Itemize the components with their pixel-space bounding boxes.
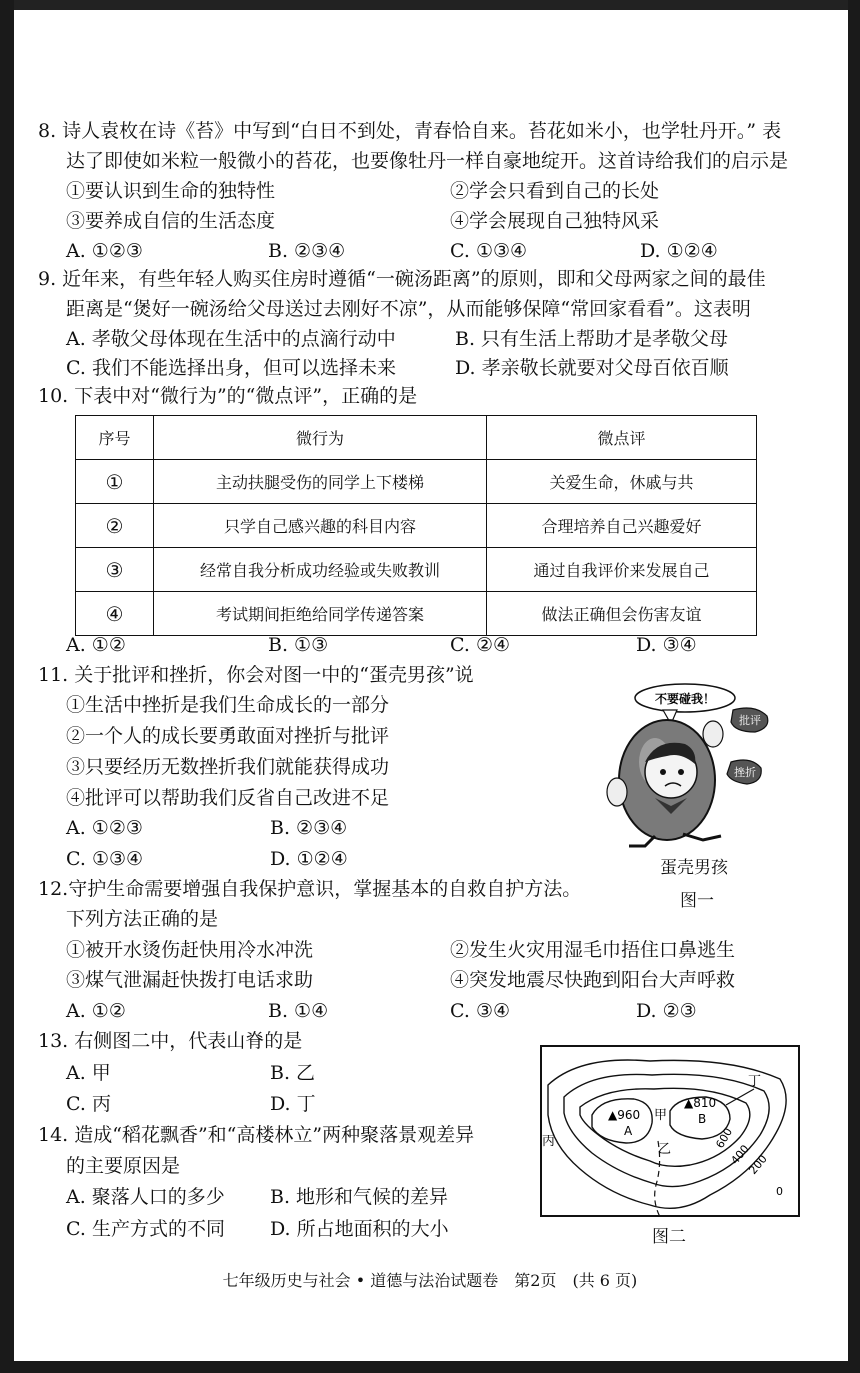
q13-stem: 13. 右侧图二中，代表山脊的是 (38, 1030, 303, 1052)
q10-table (75, 415, 757, 636)
map-label-ding: 丁 (748, 1074, 762, 1089)
table-cell: 通过自我评价来发展自己 (487, 548, 757, 592)
q11-option-c: C. ①③④ (66, 848, 144, 870)
speech-bubble-text: 不要碰我！ (654, 692, 716, 706)
q12-stem-line2: 下列方法正确的是 (66, 908, 219, 930)
q8-statement-4: ④学会展现自己独特风采 (450, 210, 660, 232)
contour-label-400: 400 (728, 1142, 752, 1167)
q12-option-a: A. ①② (66, 1000, 126, 1022)
figure2-label: 图二 (652, 1227, 686, 1247)
q8-statement-2: ②学会只看到自己的长处 (450, 180, 660, 202)
q10-option-b: B. ①③ (268, 634, 329, 656)
q11-option-b: B. ②③④ (270, 817, 348, 839)
contour-map (540, 1045, 800, 1217)
table-cell: 合理培养自己兴趣爱好 (487, 504, 757, 548)
map-label-jia: 甲 (654, 1108, 668, 1123)
q12-option-d: D. ②③ (636, 1000, 697, 1022)
scan-border-top (0, 0, 860, 10)
q8-stem-line2: 达了即使如米粒一般微小的苔花，也要像牡丹一样自豪地绽开。这首诗给我们的启示是 (66, 150, 789, 172)
figure1-title: 蛋壳男孩 (660, 858, 728, 878)
q10-stem: 10. 下表中对“微行为”的“微点评”，正确的是 (38, 385, 418, 407)
map-label-yi: 乙 (658, 1142, 672, 1157)
table-row (76, 548, 757, 592)
q12-statement-3: ③煤气泄漏赶快拨打电话求助 (66, 969, 314, 991)
q14-stem-line1: 14. 造成“稻花飘香”和“高楼林立”两种聚落景观差异 (38, 1124, 475, 1146)
contour-label-0: 0 (776, 1185, 783, 1198)
q8-stem-line1: 8. 诗人袁枚在诗《苔》中写到“白日不到处，青春恰自来。苔花如米小，也学牡丹开。” 表 (38, 120, 782, 142)
table-cell: 主动扶腿受伤的同学上下楼梯 (154, 460, 487, 504)
q11-statement-3: ③只要经历无数挫折我们就能获得成功 (66, 756, 390, 778)
q9-option-c: C. 我们不能选择出身，但可以选择未来 (66, 357, 396, 379)
q11-statement-2: ②一个人的成长要勇敢面对挫折与批评 (66, 725, 390, 747)
table-cell: 关爱生命，休戚与共 (487, 460, 757, 504)
q11-statement-1: ①生活中挫折是我们生命成长的一部分 (66, 694, 390, 716)
table-header-row (76, 416, 757, 460)
peak-a-elevation: ▲960 (608, 1108, 641, 1122)
q10-option-c: C. ②④ (450, 634, 511, 656)
q9-option-b: B. 只有生活上帮助才是孝敬父母 (455, 328, 729, 350)
table-cell: 做法正确但会伤害友谊 (487, 592, 757, 636)
figure1-label: 图一 (680, 891, 714, 911)
eggshell-boy-illustration (585, 680, 785, 850)
q13-option-b: B. 乙 (270, 1062, 316, 1084)
q11-option-d: D. ①②④ (270, 848, 348, 870)
table-row (76, 592, 757, 636)
q10-option-a: A. ①② (66, 634, 126, 656)
table-cell: 考试期间拒绝给同学传递答案 (154, 592, 487, 636)
table-cell: ④ (76, 592, 154, 636)
contour-label-200: 200 (746, 1152, 770, 1177)
q13-option-c: C. 丙 (66, 1093, 111, 1115)
q8-statement-3: ③要养成自信的生活态度 (66, 210, 276, 232)
table-row (76, 504, 757, 548)
q8-statement-1: ①要认识到生命的独特性 (66, 180, 276, 202)
q13-option-d: D. 丁 (270, 1093, 316, 1115)
table-header-cell: 微点评 (487, 416, 757, 460)
q13-option-a: A. 甲 (66, 1062, 111, 1084)
q8-option-c: C. ①③④ (450, 240, 528, 262)
page-footer: 七年级历史与社会 • 道德与法治试题卷 第2页 (共 6 页) (222, 1271, 638, 1290)
q12-option-b: B. ①④ (268, 1000, 329, 1022)
q11-statement-4: ④批评可以帮助我们反省自己改进不足 (66, 787, 390, 809)
q12-option-c: C. ③④ (450, 1000, 511, 1022)
q14-option-a: A. 聚落人口的多少 (66, 1186, 225, 1208)
q11-option-a: A. ①②③ (66, 817, 143, 839)
q12-stem-line1: 12.守护生命需要增强自我保护意识，掌握基本的自救自护方法。 (38, 878, 582, 900)
scan-border-right (848, 0, 860, 1373)
table-cell: 只学自己感兴趣的科目内容 (154, 504, 487, 548)
q12-statement-1: ①被开水烫伤赶快用冷水冲洗 (66, 939, 314, 961)
table-header-cell: 序号 (76, 416, 154, 460)
q10-option-d: D. ③④ (636, 634, 697, 656)
q9-option-d: D. 孝亲敬长就要对父母百依百顺 (455, 357, 729, 379)
scan-border-bottom (0, 1361, 860, 1373)
q14-option-b: B. 地形和气候的差异 (270, 1186, 449, 1208)
q9-option-a: A. 孝敬父母体现在生活中的点滴行动中 (66, 328, 396, 350)
q12-statement-2: ②发生火灾用湿毛巾捂住口鼻逃生 (450, 939, 736, 961)
q8-option-a: A. ①②③ (66, 240, 143, 262)
q12-statement-4: ④突发地震尽快跑到阳台大声呼救 (450, 969, 736, 991)
q8-option-d: D. ①②④ (640, 240, 718, 262)
q9-stem-line1: 9. 近年来，有些年轻人购买住房时遵循“一碗汤距离”的原则，即和父母两家之间的最佳 (38, 268, 766, 290)
table-cell: ② (76, 504, 154, 548)
scan-border-left (0, 0, 14, 1373)
table-header-cell: 微行为 (154, 416, 487, 460)
q14-option-c: C. 生产方式的不同 (66, 1218, 225, 1240)
rock-label-setback: 挫折 (734, 766, 756, 779)
table-cell: ③ (76, 548, 154, 592)
peak-b-label: B (698, 1112, 707, 1126)
peak-b-elevation: ▲810 (684, 1096, 717, 1110)
q14-stem-line2: 的主要原因是 (66, 1155, 181, 1177)
rock-label-criticism: 批评 (739, 714, 761, 727)
q11-stem: 11. 关于批评和挫折，你会对图一中的“蛋壳男孩”说 (38, 664, 474, 686)
peak-a-label: A (624, 1124, 633, 1138)
q9-stem-line2: 距离是“煲好一碗汤给父母送过去刚好不凉”，从而能够保障“常回家看看”。这表明 (66, 298, 751, 320)
table-cell: ① (76, 460, 154, 504)
map-label-bing: 丙 (542, 1134, 556, 1149)
q14-option-d: D. 所占地面积的大小 (270, 1218, 449, 1240)
table-row (76, 460, 757, 504)
q8-option-b: B. ②③④ (268, 240, 346, 262)
table-cell: 经常自我分析成功经验或失败教训 (154, 548, 487, 592)
contour-label-600: 600 (713, 1125, 736, 1151)
